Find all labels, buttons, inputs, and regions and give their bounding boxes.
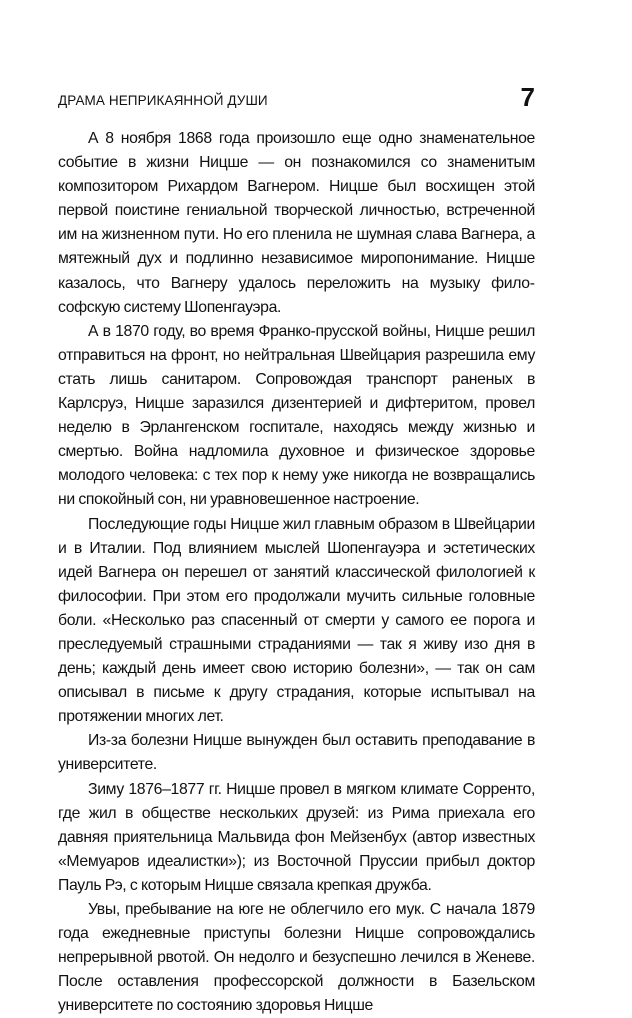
page-number: 7 <box>520 82 535 112</box>
paragraph-3: Последующие годы Ницше жил главным образом в Швейцарии и в Италии. Под влиянием мыслей Шопенгауэра и эстетических идей Вагнера он перешел от занятий классической филологией к философии. При этом его продолжали мучить сильные головные боли. «Несколько раз спасенный от смерти у самого ее порога и преследуемый страшными страданиями — так я живу изо дня в день; каждый день имеет свою историю болезни», — так он сам описывал в письме к другу страдания, которые испытывал на протяжении многих лет. <box>58 515 535 726</box>
paragraph-1: А 8 ноября 1868 года произошло еще одно знаменательное событие в жизни Ницше — он познакомился со знаменитым композитором Рихардом Вагнером. Ницше был восхищен этой первой поистине гениальной творческой личностью, встреченной им на жизненном пути. Но его пленила не шумная слава Вагнера, а мятежный дух и подлинно независимое миропонимание. Ницше казалось, что Вагнеру удалось переложить на музыку философскую систему Шопенгауэра. <box>58 130 535 316</box>
running-title: ДРАМА НЕПРИКАЯННОЙ ДУШИ <box>58 93 268 108</box>
paragraph-6: Увы, пребывание на юге не облегчило его мук. С начала 1879 года ежедневные приступы болезни Ницше сопровождались непрерывной рвотой. Он недолго и безуспешно лечился в Женеве. После оставления профессорской должности в Базельском университете по состоянию здоровья Ницше <box>58 901 535 1015</box>
paragraph-5: Зиму 1876–1877 гг. Ницше провел в мягком климате Сорренто, где жил в обществе нескольких друзей: из Рима приехала его давняя приятельница Мальвида фон Мейзенбух (автор известных «Мемуаров идеалистки»); из Восточной Пруссии прибыл доктор Пауль Рэ, с которым Ницше связала крепкая дружба. <box>58 780 535 894</box>
paragraph-4: Из-за болезни Ницше вынужден был оставить преподавание в университете. <box>58 732 535 774</box>
paragraph-2: А в 1870 году, во время Франко-прусской войны, Ницше решил отправиться на фронт, но нейтральная Швейцария разрешила ему стать лишь санитаром. Сопровождая транспорт раненых в Карлсруэ, Ницше заразился дизентерией и дифтеритом, провел неделю в Эрлангенском госпитале, находясь между жизнью и смертью. Война надломила духовное и физическое здоровье молодого человека: с тех пор к нему уже никогда не возвращались ни спокойный сон, ни уравновешенное настроение. <box>58 322 535 509</box>
body-text <box>58 127 535 1018</box>
